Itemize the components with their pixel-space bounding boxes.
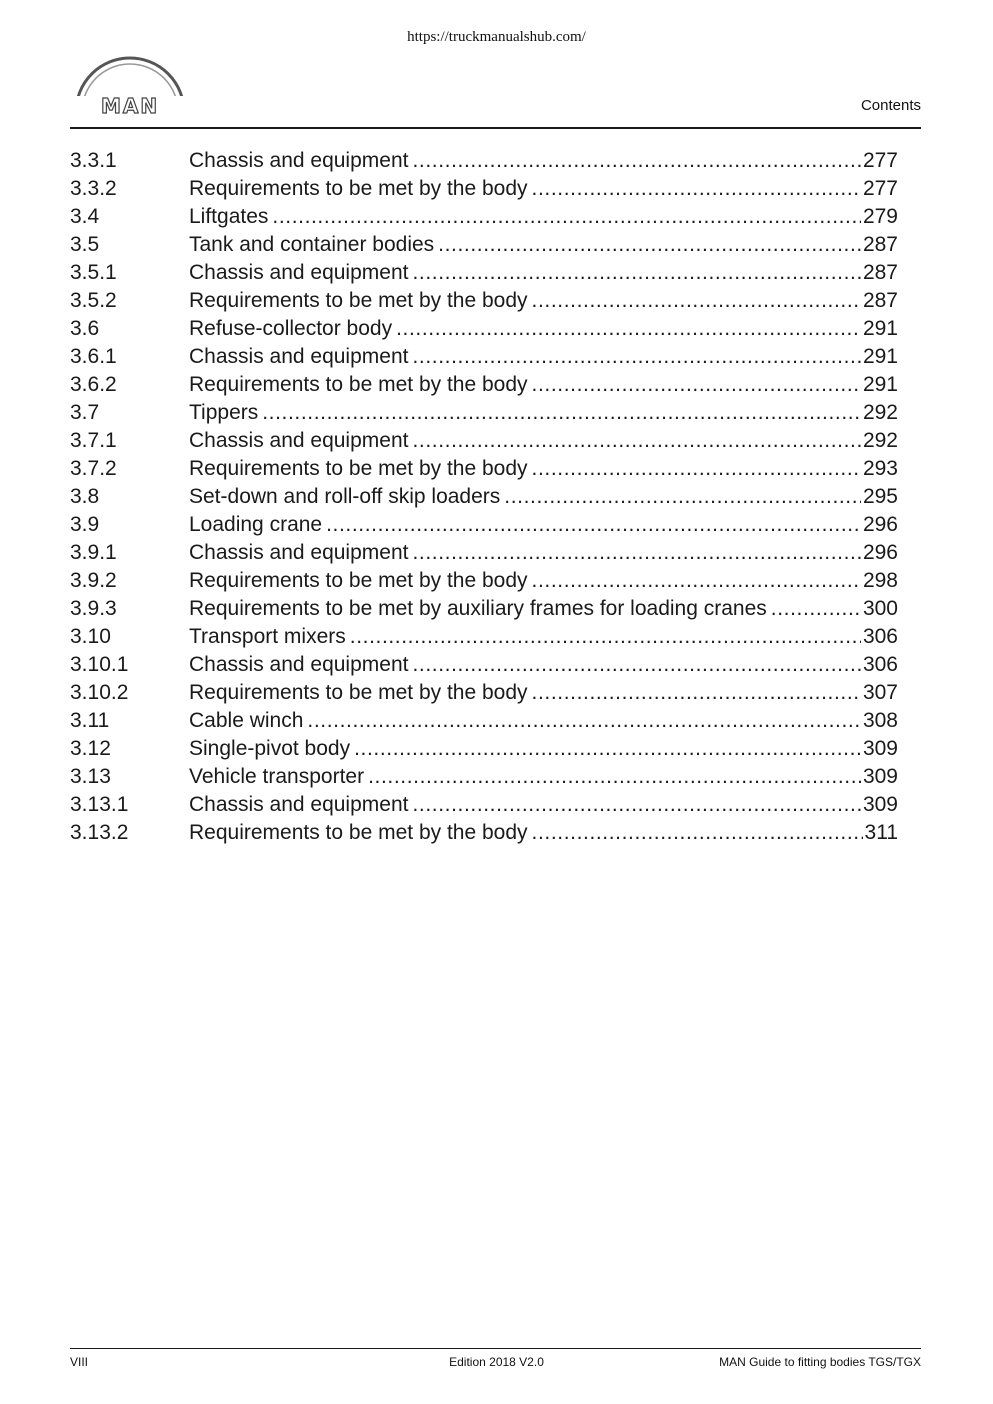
toc-entry-title: Set-down and roll-off skip loaders — [189, 485, 501, 508]
toc-entry[interactable] — [70, 427, 898, 455]
toc-entry-title: Requirements to be met by the body — [189, 373, 528, 396]
toc-entry-page: 300 — [862, 597, 898, 620]
toc-dot-leader — [532, 371, 861, 399]
toc-entry-title: Chassis and equipment — [189, 653, 409, 676]
man-logo — [70, 50, 190, 118]
toc-dot-leader — [412, 651, 860, 679]
toc-entry-title: Transport mixers — [189, 625, 346, 648]
toc-entry-number: 3.9 — [70, 513, 100, 536]
toc-entry[interactable] — [70, 707, 898, 735]
toc-entry[interactable] — [70, 259, 898, 287]
toc-entry-title: Chassis and equipment — [189, 541, 409, 564]
toc-entry[interactable] — [70, 791, 898, 819]
toc-entry-page: 308 — [862, 709, 898, 732]
toc-entry-number: 3.7.2 — [70, 457, 117, 480]
toc-entry-page: 292 — [862, 429, 898, 452]
toc-dot-leader — [326, 511, 861, 539]
toc-entry-page: 291 — [862, 373, 898, 396]
toc-entry-number: 3.5.1 — [70, 261, 117, 284]
toc-entry-number: 3.6 — [70, 317, 100, 340]
toc-entry-number: 3.3.1 — [70, 149, 117, 172]
toc-dot-leader — [532, 567, 861, 595]
toc-entry-number: 3.8 — [70, 485, 100, 508]
toc-entry[interactable] — [70, 315, 898, 343]
toc-entry[interactable] — [70, 819, 898, 847]
toc-entry[interactable] — [70, 511, 898, 539]
toc-dot-leader — [532, 175, 861, 203]
toc-entry-page: 293 — [862, 457, 898, 480]
toc-entry-number: 3.6.2 — [70, 373, 117, 396]
footer-page-number: VIII — [70, 1355, 89, 1369]
toc-entry-page: 295 — [862, 485, 898, 508]
toc-entry-number: 3.10.2 — [70, 681, 129, 704]
toc-dot-leader — [504, 483, 861, 511]
toc-entry-page: 306 — [862, 653, 898, 676]
source-url[interactable]: https://truckmanualshub.com/ — [407, 29, 586, 45]
toc-dot-leader — [771, 595, 861, 623]
toc-dot-leader — [412, 539, 860, 567]
toc-entry-title: Requirements to be met by the body — [189, 681, 528, 704]
toc-entry[interactable] — [70, 483, 898, 511]
header-divider — [70, 127, 921, 129]
toc-dot-leader — [412, 791, 860, 819]
toc-entry-page: 279 — [862, 205, 898, 228]
toc-entry[interactable] — [70, 343, 898, 371]
toc-entry[interactable] — [70, 231, 898, 259]
toc-dot-leader — [412, 147, 860, 175]
toc-entry-number: 3.5.2 — [70, 289, 117, 312]
toc-entry[interactable] — [70, 287, 898, 315]
toc-entry[interactable] — [70, 203, 898, 231]
toc-entry[interactable] — [70, 147, 898, 175]
toc-entry-number: 3.9.3 — [70, 597, 117, 620]
toc-entry[interactable] — [70, 763, 898, 791]
toc-entry[interactable] — [70, 175, 898, 203]
toc-dot-leader — [350, 623, 861, 651]
toc-dot-leader — [354, 735, 861, 763]
toc-entry-number: 3.10 — [70, 625, 111, 648]
toc-entry-page: 307 — [862, 681, 898, 704]
toc-entry-number: 3.7 — [70, 401, 100, 424]
toc-entry-number: 3.13.2 — [70, 821, 129, 844]
toc-entry-page: 291 — [862, 345, 898, 368]
toc-entry-number: 3.7.1 — [70, 429, 117, 452]
toc-entry[interactable] — [70, 595, 898, 623]
toc-entry-number: 3.11 — [70, 709, 110, 732]
toc-entry-page: 309 — [862, 793, 898, 816]
footer-divider — [70, 1348, 921, 1349]
toc-entry-page: 298 — [862, 569, 898, 592]
toc-entry-page: 311 — [864, 821, 898, 844]
toc-entry-number: 3.13 — [70, 765, 111, 788]
toc-dot-leader — [396, 315, 861, 343]
toc-entry[interactable] — [70, 539, 898, 567]
toc-entry-title: Chassis and equipment — [189, 261, 409, 284]
toc-entry-number: 3.3.2 — [70, 177, 117, 200]
toc-entry[interactable] — [70, 623, 898, 651]
toc-dot-leader — [532, 455, 861, 483]
toc-entry[interactable] — [70, 455, 898, 483]
toc-entry-title: Requirements to be met by auxiliary frames for loading cranes — [189, 597, 767, 620]
toc-entry-number: 3.12 — [70, 737, 111, 760]
section-title: Contents — [860, 97, 921, 114]
toc-entry-title: Single-pivot body — [189, 737, 351, 760]
toc-entry-title: Requirements to be met by the body — [189, 177, 528, 200]
toc-entry-number: 3.9.2 — [70, 569, 117, 592]
toc-entry-title: Requirements to be met by the body — [189, 821, 528, 844]
toc-entry-page: 309 — [862, 737, 898, 760]
toc-entry-title: Refuse-collector body — [189, 317, 393, 340]
toc-entry-page: 287 — [862, 289, 898, 312]
footer-edition: Edition 2018 V2.0 — [449, 1355, 544, 1369]
toc-entry-page: 296 — [862, 513, 898, 536]
toc-dot-leader — [532, 287, 861, 315]
toc-entry[interactable] — [70, 399, 898, 427]
toc-dot-leader — [412, 343, 860, 371]
toc-dot-leader — [412, 427, 860, 455]
toc-entry-title: Requirements to be met by the body — [189, 569, 528, 592]
toc-entry[interactable] — [70, 567, 898, 595]
toc-entry-title: Liftgates — [189, 205, 269, 228]
toc-entry-page: 292 — [862, 401, 898, 424]
toc-dot-leader — [307, 707, 861, 735]
toc-entry[interactable] — [70, 679, 898, 707]
toc-entry-title: Chassis and equipment — [189, 345, 409, 368]
logo-text: MAN — [100, 94, 160, 118]
toc-entry-title: Chassis and equipment — [189, 429, 409, 452]
toc-entry[interactable] — [70, 371, 898, 399]
footer-document-title: MAN Guide to fitting bodies TGS/TGX — [719, 1355, 921, 1369]
toc-entry-page: 287 — [862, 261, 898, 284]
toc-entry-title: Requirements to be met by the body — [189, 289, 528, 312]
toc-entry-number: 3.9.1 — [70, 541, 117, 564]
toc-dot-leader — [532, 679, 861, 707]
toc-dot-leader — [438, 231, 861, 259]
toc-entry-page: 309 — [862, 765, 898, 788]
toc-dot-leader — [532, 819, 863, 847]
toc-entry-page: 306 — [862, 625, 898, 648]
toc-entry-page: 287 — [862, 233, 898, 256]
toc-entry-title: Vehicle transporter — [189, 765, 365, 788]
toc-entry-page: 277 — [862, 177, 898, 200]
toc-entry-number: 3.13.1 — [70, 793, 129, 816]
toc-dot-leader — [262, 399, 861, 427]
toc-entry-number: 3.5 — [70, 233, 100, 256]
toc-entry[interactable] — [70, 735, 898, 763]
toc-entry-title: Chassis and equipment — [189, 149, 409, 172]
toc-entry-number: 3.4 — [70, 205, 100, 228]
toc-entry-page: 291 — [862, 317, 898, 340]
toc-entry-title: Chassis and equipment — [189, 793, 409, 816]
toc-dot-leader — [272, 203, 861, 231]
toc-entry-number: 3.6.1 — [70, 345, 117, 368]
toc-entry[interactable] — [70, 651, 898, 679]
toc-dot-leader — [368, 763, 861, 791]
toc-dot-leader — [412, 259, 860, 287]
toc-entry-page: 296 — [862, 541, 898, 564]
toc-entry-number: 3.10.1 — [70, 653, 129, 676]
toc-entry-title: Tippers — [189, 401, 259, 424]
toc-entry-page: 277 — [862, 149, 898, 172]
toc-entry-title: Tank and container bodies — [189, 233, 435, 256]
toc-entry-title: Cable winch — [189, 709, 304, 732]
toc-entry-title: Requirements to be met by the body — [189, 457, 528, 480]
toc-entry-title: Loading crane — [189, 513, 323, 536]
table-of-contents — [70, 147, 898, 847]
